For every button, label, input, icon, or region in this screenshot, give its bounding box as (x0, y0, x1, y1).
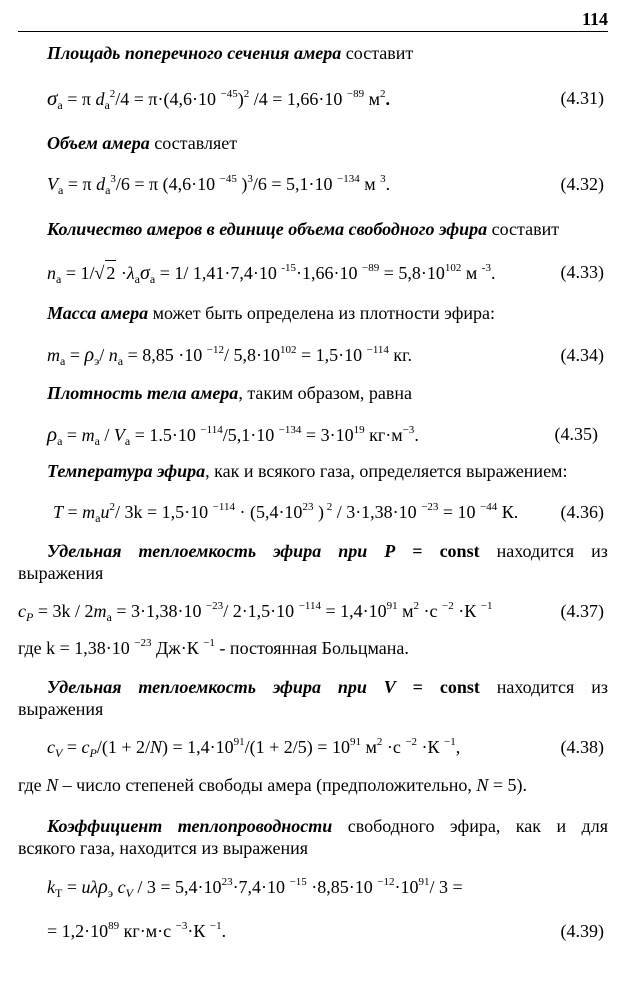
term-word: теплоемкость (138, 677, 256, 697)
term-word: эфира (273, 541, 322, 561)
superscript: −2 (442, 600, 454, 612)
eq-text: / (99, 345, 109, 365)
superscript: −12 (377, 876, 395, 888)
equation-number: (4.37) (560, 601, 604, 621)
eq-text: = 5). (488, 775, 528, 795)
equation-4-33 (47, 260, 495, 285)
superscript: −23 (421, 501, 439, 513)
eq-text: /4 = π·(4,6·10 (115, 89, 221, 109)
superscript: −1 (480, 600, 493, 612)
superscript: −23 (134, 637, 152, 649)
subscript: a (56, 272, 62, 286)
superscript: −114 (298, 600, 321, 612)
eq-text: / 3·1,38·10 (332, 502, 422, 522)
degrees-of-freedom-note (18, 774, 527, 796)
equation-number: (4.34) (560, 345, 604, 365)
var-u: u (100, 502, 110, 522)
equation-4-39-line1 (47, 875, 463, 899)
var-n: n (108, 345, 118, 365)
eq-text: / 2·1,5·10 (223, 601, 299, 621)
sqrt-radicand: 2 (105, 260, 116, 285)
paragraph-text: выражения (18, 563, 104, 583)
eq-text: = 3·1,38·10 (111, 601, 206, 621)
eq-text: = 1,2·10 (47, 921, 109, 941)
superscript: 3 (247, 173, 253, 185)
sqrt-sign: √ (94, 263, 105, 283)
eq-text: . (490, 263, 496, 283)
var-n: n (47, 263, 56, 283)
var-d: d (96, 174, 106, 194)
superscript: −12 (206, 344, 224, 356)
equation-number: (4.33) (560, 262, 604, 282)
paragraph-word: из (591, 677, 608, 697)
eq-text: · (116, 263, 127, 283)
const-word: const (439, 677, 480, 697)
var-m: m (93, 601, 107, 621)
eq-text: / 5,8·10 (223, 345, 280, 365)
subscript: a (57, 98, 63, 112)
equation-4-37 (18, 599, 492, 623)
equation-number: (4.38) (560, 737, 604, 757)
superscript: −1 (203, 637, 215, 649)
superscript: −1 (209, 920, 222, 932)
var-V: V (47, 174, 58, 194)
term-heading: Количество амеров в единице объема свободного эфира (47, 219, 488, 239)
eq-text: кг. (388, 345, 413, 365)
eq-text: где (18, 775, 47, 795)
var-N: N (46, 775, 59, 795)
eq-text: ·7,4·10 (232, 877, 290, 897)
superscript: 2 (323, 501, 333, 513)
equation-number: (4.35) (554, 424, 598, 444)
eq-text: = 3k / 2 (33, 601, 94, 621)
superscript: 91 (233, 736, 245, 748)
subscript: a (134, 272, 140, 286)
superscript: −15 (289, 876, 307, 888)
superscript: −3 (402, 424, 415, 436)
superscript: 91 (418, 876, 430, 888)
subscript: Т (55, 886, 63, 900)
eq-text: м (397, 601, 414, 621)
page-number: 114 (581, 9, 608, 29)
var-m: m (82, 502, 96, 522)
eq-text: = (62, 877, 82, 897)
var-u: u (81, 877, 91, 897)
equation-4-32 (47, 172, 390, 196)
paragraph-word: свободного (347, 816, 435, 836)
superscript: 23 (302, 501, 314, 513)
equals-sign: = (412, 541, 423, 561)
eq-text: · (5,4·10 (234, 502, 303, 522)
eq-text: Дж·К (151, 638, 204, 658)
term-word: теплоемкость (138, 541, 257, 561)
var-d: d (95, 89, 105, 109)
eq-text: ·с (419, 601, 443, 621)
eq-text: ) = 1,4·10 (162, 737, 234, 757)
paragraph-text: составит (341, 43, 414, 63)
paragraph-heat-capacity-p (47, 540, 608, 562)
eq-text: = (65, 345, 85, 365)
eq-text: = 1/ 1,41·7,4·10 (155, 263, 282, 283)
paragraph-text: , таким образом, равна (238, 383, 412, 403)
term-word: при (337, 677, 367, 697)
var-N: N (150, 737, 163, 757)
paragraph-text: , как и всякого газа, определяется выражением: (205, 461, 568, 481)
superscript: 2 (376, 736, 383, 748)
paragraph-word: находится (496, 677, 575, 697)
equation-4-38 (47, 735, 460, 759)
eq-text: м (364, 89, 380, 109)
subscript: a (106, 610, 112, 624)
eq-text: = 8,85 ·10 (123, 345, 207, 365)
eq-text: = π (63, 174, 97, 194)
term-word: эфира (272, 677, 321, 697)
sigma-symbol: σ (140, 262, 150, 284)
superscript: 102 (279, 344, 297, 356)
superscript: −23 (205, 600, 224, 612)
var-m: m (81, 425, 95, 445)
superscript: -3 (481, 262, 491, 274)
eq-text: . (385, 89, 390, 109)
superscript: −134 (278, 424, 302, 436)
subscript: P (26, 610, 34, 624)
subscript: э (107, 886, 114, 900)
eq-text: /6 = 5,1·10 (252, 174, 338, 194)
lambda-symbol: λ (90, 877, 99, 897)
superscript: 89 (108, 920, 120, 932)
var-N: N (476, 775, 489, 795)
rho-symbol: ρ (84, 344, 95, 366)
term-heading: Объем амера (47, 133, 150, 153)
eq-text: ·с (382, 737, 406, 757)
eq-text: /4 = 1,66·10 (249, 89, 347, 109)
eq-text: = 1,4·10 (320, 601, 387, 621)
term-word: Коэффициент (47, 816, 163, 836)
eq-text: ·К (187, 921, 210, 941)
superscript: 2 (243, 88, 250, 100)
superscript: -15 (281, 262, 297, 274)
subscript: a (95, 511, 101, 525)
eq-text: ·К (417, 737, 445, 757)
eq-text: К. (497, 502, 519, 522)
superscript: 102 (444, 262, 462, 274)
boltzmann-note (18, 637, 409, 659)
subscript: a (57, 434, 63, 448)
subscript: a (149, 272, 156, 286)
paragraph-conductivity (47, 815, 608, 837)
superscript: 2 (413, 600, 420, 612)
eq-text: ) (313, 502, 324, 522)
equation-4-34 (47, 343, 412, 367)
eq-text: , (455, 737, 461, 757)
term-heading: Плотность тела амера (47, 383, 239, 403)
eq-text: / (99, 425, 114, 445)
subscript: a (124, 434, 131, 448)
paragraph-word: из (591, 541, 608, 561)
eq-text: /6 = π (4,6·10 (115, 174, 220, 194)
header-rule (18, 31, 608, 32)
eq-text: = 5,8·10 (379, 263, 445, 283)
superscript: 2 (109, 88, 116, 100)
superscript: −89 (346, 88, 365, 100)
var-m: m (47, 345, 60, 365)
eq-text: м (359, 174, 381, 194)
eq-text: = (63, 502, 83, 522)
eq-text: = 10 (438, 502, 481, 522)
var-c: c (117, 877, 126, 897)
eq-text: /(1 + 2/ (96, 737, 150, 757)
eq-text: м (461, 263, 482, 283)
paragraph-word: эфира, (449, 816, 501, 836)
paragraph-word: и (556, 816, 567, 836)
superscript: 3 (110, 173, 116, 185)
subscript: a (60, 354, 66, 368)
superscript: 2 (379, 88, 386, 100)
superscript: −2 (405, 736, 418, 748)
subscript: a (58, 183, 64, 197)
term-heading: Площадь поперечного сечения амера (47, 43, 342, 63)
subscript: э (94, 354, 100, 368)
rho-symbol: ρ (47, 422, 58, 446)
superscript: −44 (480, 501, 498, 513)
eq-text: / 3k = 1,5·10 (115, 502, 213, 522)
superscript: −45 (219, 173, 237, 185)
paragraph-cross-section (47, 42, 413, 64)
eq-text: ·10 (394, 877, 419, 897)
eq-text: / 3 = (429, 877, 463, 897)
paragraph-mass (47, 302, 495, 324)
subscript: V (55, 746, 63, 760)
paragraph-word: как (515, 816, 541, 836)
term-word: Удельная (47, 541, 122, 561)
term-word: Удельная (47, 677, 122, 697)
eq-text: . (385, 174, 391, 194)
equation-number: (4.32) (560, 174, 604, 194)
paragraph-density (47, 382, 412, 404)
superscript: 23 (221, 876, 233, 888)
superscript: 3 (380, 173, 386, 185)
var-k: k (47, 877, 55, 897)
eq-text: = (62, 425, 82, 445)
paragraph-word: находится (496, 541, 575, 561)
var-c: c (18, 601, 26, 621)
equation-number: (4.39) (560, 921, 604, 941)
paragraph-count (47, 218, 559, 240)
equation-4-31 (47, 86, 390, 111)
term-heading: Температура эфира (47, 461, 206, 481)
superscript: −134 (337, 173, 360, 185)
var-T: T (53, 502, 64, 522)
superscript: −45 (220, 88, 238, 100)
sigma-symbol: σ (47, 86, 58, 110)
eq-text: ) (236, 174, 248, 194)
var-P: P (384, 541, 396, 561)
eq-text: = (62, 737, 82, 757)
eq-text: = 1/ (61, 263, 95, 283)
var-c: c (81, 737, 90, 757)
var-V: V (383, 677, 396, 697)
superscript: 19 (353, 424, 365, 436)
eq-text: = π (62, 89, 96, 109)
superscript: −114 (366, 344, 389, 356)
eq-text: м (360, 737, 377, 757)
eq-text: кг·м (364, 425, 403, 445)
equation-4-36 (53, 500, 518, 524)
subscript: a (117, 354, 124, 368)
equation-number: (4.31) (560, 88, 604, 108)
equals-sign: = (412, 677, 423, 697)
superscript: −89 (362, 262, 380, 274)
eq-text: ·1,66·10 (296, 263, 363, 283)
superscript: −114 (212, 501, 235, 513)
eq-text: . (414, 425, 419, 445)
eq-text: = 3·10 (301, 425, 354, 445)
eq-text: - постоянная Больцмана. (214, 638, 409, 658)
paragraph-text: выражения (18, 699, 104, 719)
const-word: const (439, 541, 480, 561)
term-word: теплопроводности (177, 816, 333, 836)
equation-number: (4.36) (560, 502, 604, 522)
lambda-symbol: λ (126, 263, 135, 283)
equation-4-39-line2 (47, 919, 226, 943)
var-c: c (47, 737, 55, 757)
subscript: a (105, 183, 111, 197)
term-word: при (338, 541, 368, 561)
paragraph-text: всякого газа, находится из выражения (18, 838, 309, 858)
rho-symbol: ρ (98, 876, 108, 898)
paragraph-text: может быть определена из плотности эфира: (148, 303, 496, 323)
eq-text: . (221, 921, 227, 941)
superscript: −3 (175, 920, 188, 932)
term-heading: Масса амера (47, 303, 149, 323)
paragraph-text: составит (487, 219, 560, 239)
eq-text: = 1.5·10 (130, 425, 201, 445)
var-V: V (113, 425, 125, 445)
superscript: −1 (444, 736, 456, 748)
paragraph-heat-capacity-v (47, 676, 608, 698)
superscript: −114 (200, 424, 223, 436)
paragraph-text: составляет (149, 133, 238, 153)
eq-text: = 1,5·10 (296, 345, 367, 365)
superscript: 2 (109, 501, 115, 513)
superscript: 91 (386, 600, 398, 612)
subscript: P (89, 746, 97, 760)
subscript: a (94, 434, 100, 448)
paragraph-volume (47, 132, 237, 154)
subscript: a (104, 98, 110, 112)
eq-text: – число степеней свободы амера (предположительно, (58, 775, 477, 795)
eq-text: / 3 = 5,4·10 (132, 877, 222, 897)
eq-text: ·К (453, 601, 481, 621)
eq-text: кг·м·с (119, 921, 176, 941)
eq-text: где k = 1,38·10 (18, 638, 135, 658)
eq-text: ·8,85·10 (306, 877, 378, 897)
eq-text: ) (237, 89, 244, 109)
superscript: 91 (349, 736, 361, 748)
paragraph-word: для (581, 816, 608, 836)
subscript: V (125, 886, 133, 900)
equation-4-35 (47, 422, 419, 447)
paragraph-temperature (47, 460, 567, 482)
eq-text: /(1 + 2/5) = 10 (244, 737, 350, 757)
eq-text: /5,1·10 (222, 425, 279, 445)
